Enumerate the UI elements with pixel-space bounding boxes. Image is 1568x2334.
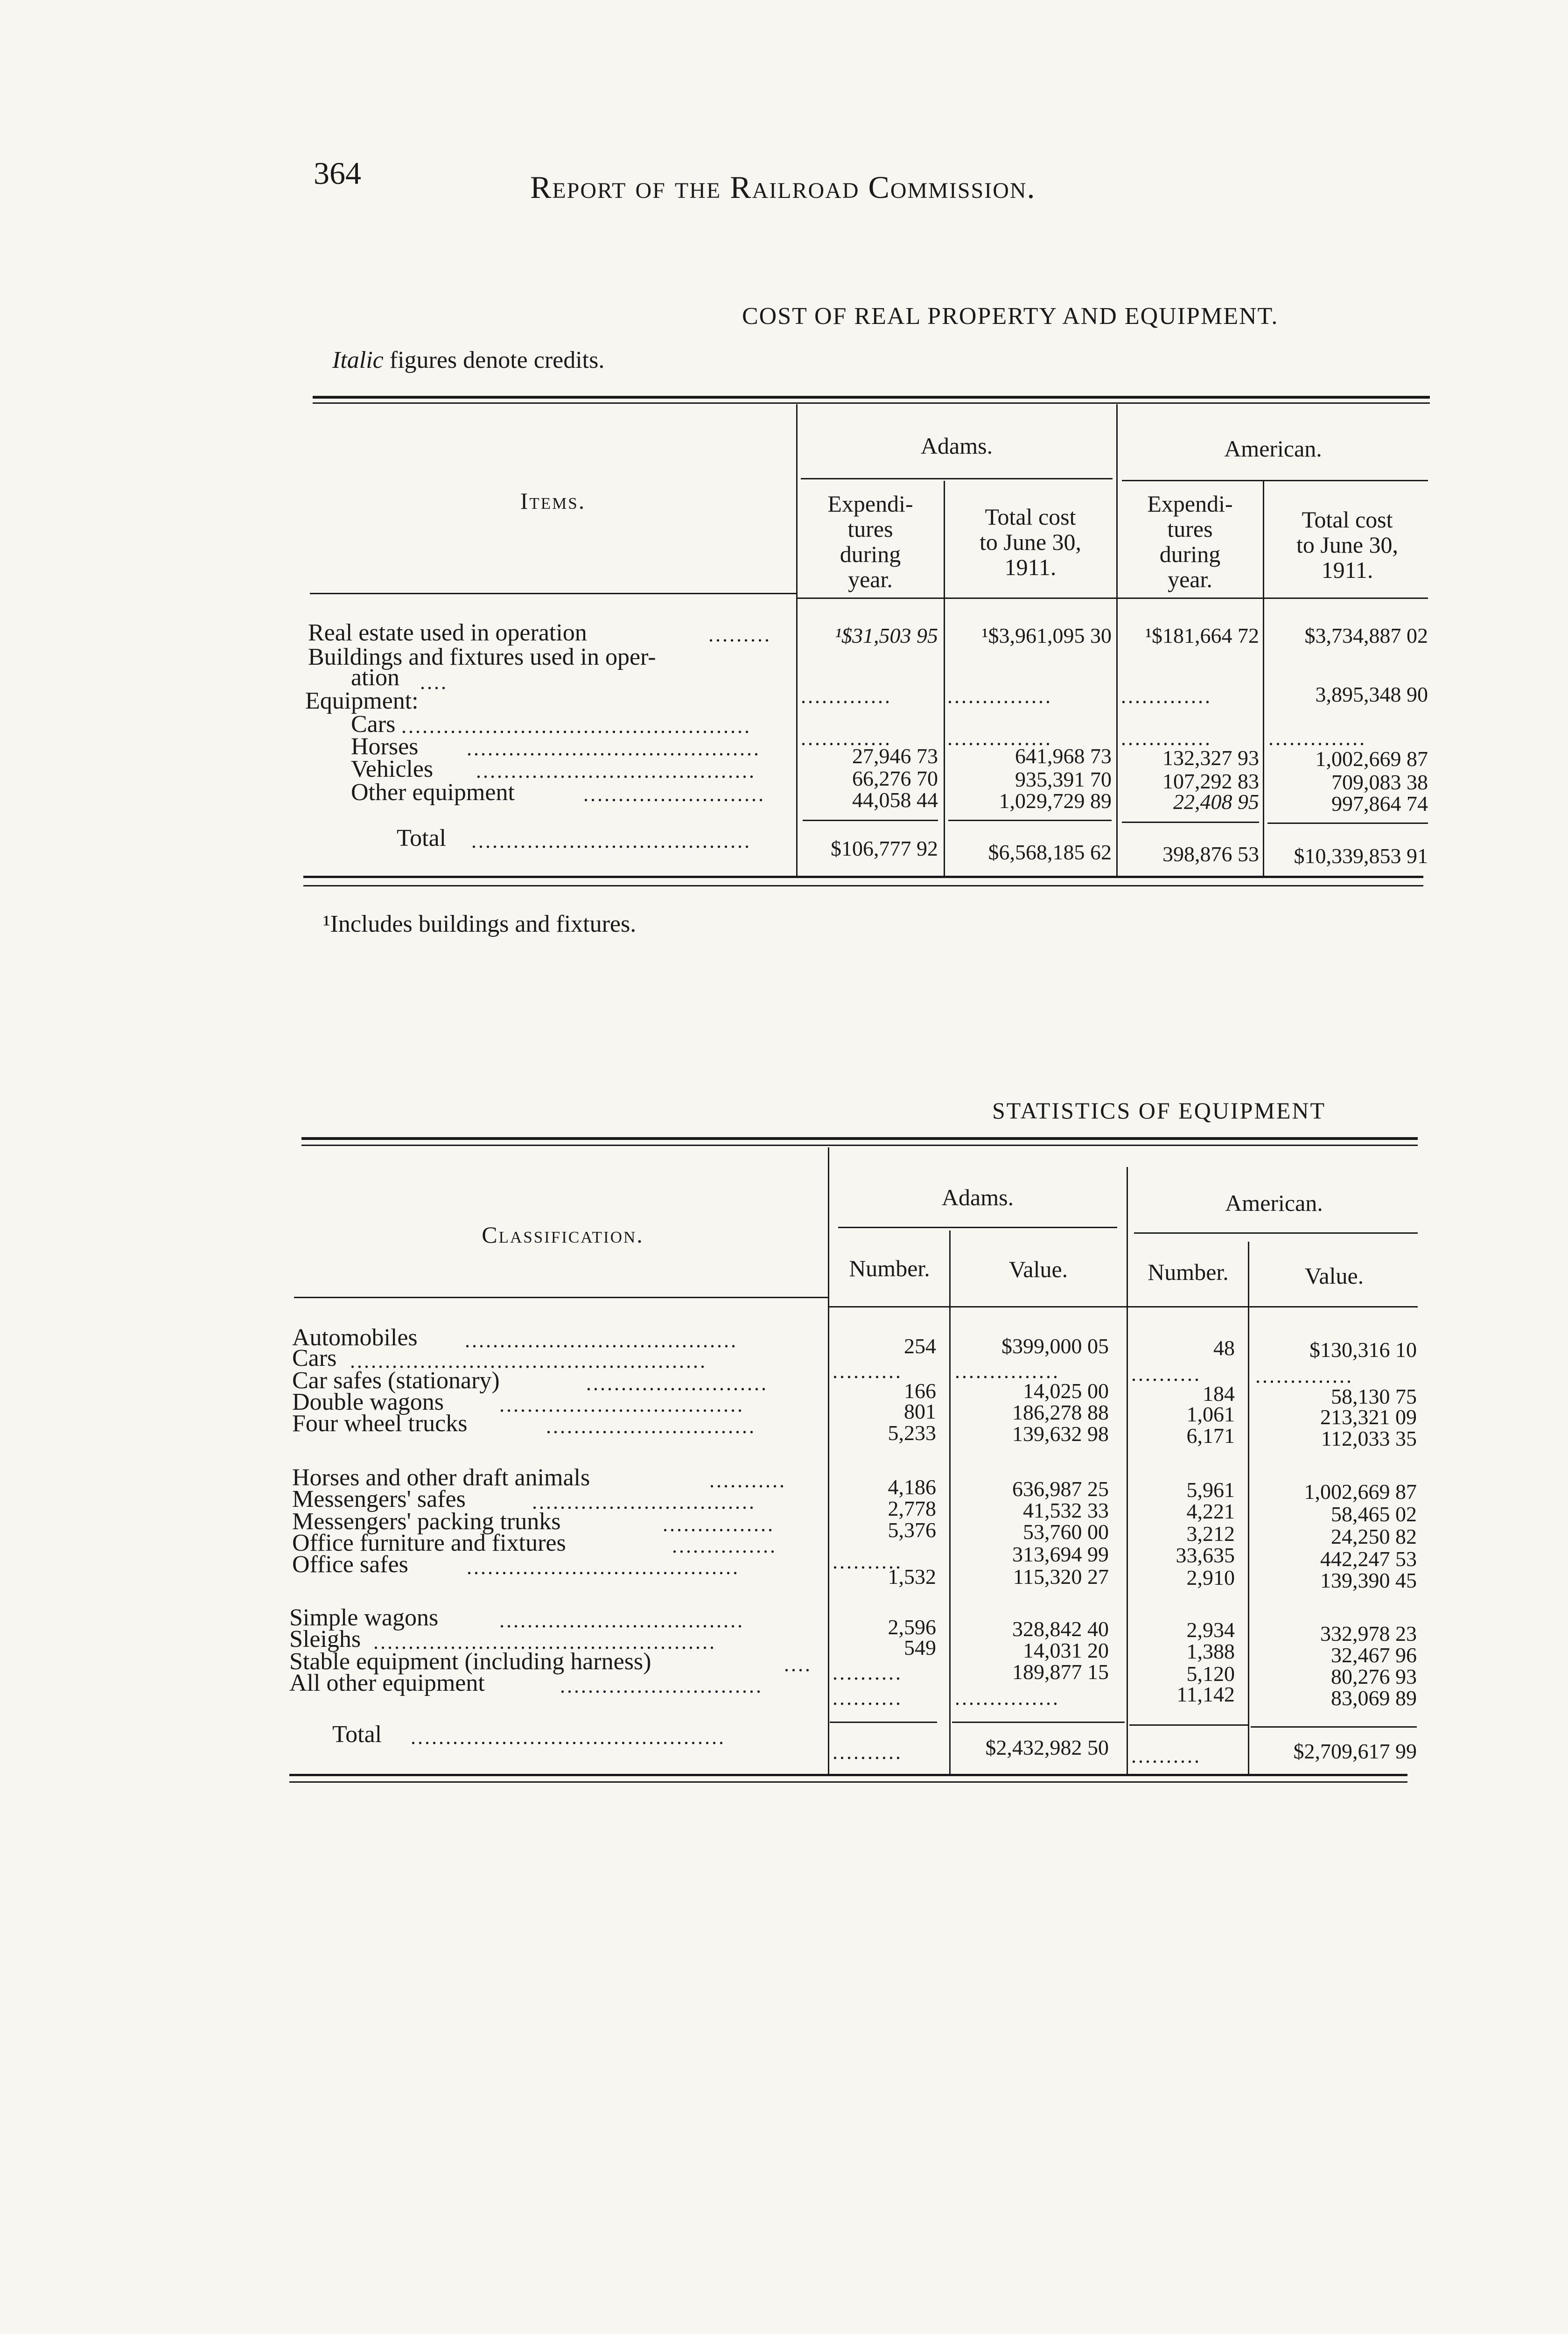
t1-col-adams-total xyxy=(946,504,1114,580)
t1-label-buildings-l1: Buildings and fixtures used in oper- xyxy=(308,644,656,670)
t2-double-wagons-adams-n: 801 xyxy=(904,1399,936,1423)
t2-sleighs-adams-n: 549 xyxy=(904,1636,936,1659)
t1-col-american-exp-l2: tures xyxy=(1167,516,1213,542)
t1-col-american-exp-l1: Expendi- xyxy=(1147,491,1233,517)
t2-all-other-american-n: 11,142 xyxy=(1176,1682,1235,1706)
t2-simple-wagons-american-v: 332,978 23 xyxy=(1320,1622,1417,1645)
table1-vline-3 xyxy=(1116,404,1118,877)
t1-leader: .......................... xyxy=(583,783,765,806)
t2-leader: ............................. xyxy=(560,1674,763,1697)
t1-real-estate-american-exp: ¹$181,664 72 xyxy=(1145,624,1259,647)
table1-vline-2 xyxy=(944,481,945,877)
t2-sleighs-american-n: 1,388 xyxy=(1186,1639,1235,1663)
t1-cars-american-total-dots: .............. xyxy=(1268,727,1366,750)
t1-col-american-total-l3: 1911. xyxy=(1321,557,1373,583)
t1-other-american-exp-val: 22,408 95 xyxy=(1173,790,1259,814)
t2-car-safes-adams-v: 14,025 00 xyxy=(1023,1379,1109,1403)
t2-label-office-safes: Office safes xyxy=(292,1551,408,1578)
t2-label-automobiles: Automobiles xyxy=(292,1324,418,1351)
t1-col-american-total-l1: Total cost xyxy=(1302,506,1393,533)
t2-office-safes-adams-v: 115,320 27 xyxy=(1013,1565,1109,1589)
t2-leader: ................................................. xyxy=(373,1631,716,1653)
t2-all-other-adams-v-dots: ............... xyxy=(955,1687,1060,1709)
t2-group-adams: Adams. xyxy=(941,1184,1014,1210)
t1-col-american-exp-l4: year. xyxy=(1168,566,1212,592)
t1-leader: ........................................ xyxy=(476,759,756,782)
t1-horses-adams-exp: 27,946 73 xyxy=(852,744,938,768)
page-number: 364 xyxy=(314,155,361,191)
t2-leader: ....................................... xyxy=(467,1556,740,1579)
t2-label-double-wagons: Double wagons xyxy=(292,1389,444,1415)
t1-other-adams-total: 1,029,729 89 xyxy=(999,789,1112,813)
t2-leader: ........... xyxy=(709,1469,786,1492)
t2-stable-american-n: 5,120 xyxy=(1186,1662,1235,1686)
t2-double-wagons-american-n: 1,061 xyxy=(1186,1402,1235,1426)
t2-double-wagons-american-v: 213,321 09 xyxy=(1320,1405,1417,1429)
t1-col-adams-exp-l1: Expendi- xyxy=(827,491,913,517)
t1-buildings-adams-exp-dots: ............. xyxy=(801,685,892,708)
t2-header-bottom-rule-2 xyxy=(829,1306,1418,1308)
t2-total-rule-adams-n xyxy=(830,1722,937,1723)
t2-top-rule xyxy=(301,1137,1418,1140)
t1-label-vehicles: Vehicles xyxy=(351,756,434,782)
t1-leader: .... xyxy=(420,671,448,694)
t2-col-american-number: Number. xyxy=(1148,1259,1229,1285)
t2-cars-adams-n-dots: .......... xyxy=(833,1360,903,1383)
t1-other-american-total: 997,864 74 xyxy=(1331,792,1428,815)
t1-col-adams-total-l2: to June 30, xyxy=(979,529,1082,555)
t1-buildings-american-exp-dots: ............. xyxy=(1121,685,1212,708)
t1-vehicles-adams-exp: 66,276 70 xyxy=(852,766,938,790)
t2-leader: ................................................... xyxy=(350,1350,707,1372)
t2-four-wheel-trucks-american-n: 6,171 xyxy=(1186,1424,1235,1448)
t1-buildings-american-total: 3,895,348 90 xyxy=(1315,682,1428,706)
t1-total-rule-adams-total xyxy=(948,820,1112,821)
t2-label-car-safes: Car safes (stationary) xyxy=(292,1367,500,1394)
t2-automobiles-american-v: $130,316 10 xyxy=(1309,1338,1417,1362)
t2-sleighs-adams-v: 14,031 20 xyxy=(1023,1638,1109,1662)
t1-bottom-rule xyxy=(303,876,1423,878)
t2-messengers-safes-american-n: 4,221 xyxy=(1186,1499,1235,1523)
t1-horses-american-total: 1,002,669 87 xyxy=(1315,747,1428,771)
t2-total-rule-american-v xyxy=(1251,1726,1417,1728)
t2-stable-adams-v: 189,877 15 xyxy=(1012,1660,1109,1684)
t1-vehicles-adams-total: 935,391 70 xyxy=(1015,767,1112,791)
t2-col-adams-number: Number. xyxy=(849,1255,930,1281)
t1-header-bottom-rule-2 xyxy=(797,598,1428,599)
t2-bottom-rule xyxy=(289,1774,1407,1776)
t2-total-adams-v: $2,432,982 50 xyxy=(985,1736,1109,1759)
t1-col-adams-exp-l2: tures xyxy=(847,516,893,542)
t1-leader: .......................................... xyxy=(467,737,761,760)
t1-total-rule-american-exp xyxy=(1122,822,1259,823)
t2-total-american-n-dots: .......... xyxy=(1131,1744,1201,1767)
t2-leader: ................ xyxy=(663,1513,775,1536)
t2-label-four-wheel-trucks: Four wheel trucks xyxy=(292,1410,468,1437)
t1-items-header: Items. xyxy=(520,488,586,514)
t2-vline-3 xyxy=(1127,1167,1128,1775)
t2-automobiles-american-n: 48 xyxy=(1213,1336,1235,1360)
t1-total-rule-american-total xyxy=(1267,823,1428,824)
t1-col-adams-exp-l3: during xyxy=(840,541,901,567)
t2-four-wheel-trucks-adams-v: 139,632 98 xyxy=(1012,1422,1109,1446)
t2-messengers-safes-adams-n: 2,778 xyxy=(888,1497,936,1520)
t2-group-rule-adams xyxy=(838,1227,1117,1228)
t1-label-cars: Cars xyxy=(351,711,396,738)
t2-label-simple-wagons: Simple wagons xyxy=(289,1604,439,1631)
t1-total-american-total: $10,339,853 91 xyxy=(1294,844,1428,868)
t2-leader: ................................... xyxy=(499,1393,744,1416)
t1-real-estate-adams-exp-val: ¹$31,503 95 xyxy=(835,624,938,647)
t2-label-messengers-safes: Messengers' safes xyxy=(292,1486,466,1512)
t2-leader: .......................... xyxy=(586,1372,768,1395)
t2-leader: ....................................... xyxy=(465,1329,738,1352)
t2-vline-2 xyxy=(949,1230,951,1775)
t2-col-adams-value: Value. xyxy=(1008,1256,1068,1282)
t2-automobiles-adams-v: $399,000 05 xyxy=(1001,1334,1109,1358)
italic-note xyxy=(332,346,604,374)
t1-group-adams: Adams. xyxy=(920,433,993,459)
t1-label-buildings-l2: ation xyxy=(351,664,399,691)
t1-total-american-exp: 398,876 53 xyxy=(1162,842,1259,866)
t2-horses-american-v: 1,002,669 87 xyxy=(1304,1480,1417,1504)
t1-horses-adams-total: 641,968 73 xyxy=(1015,744,1112,768)
italic-word: Italic xyxy=(332,347,384,373)
t2-car-safes-american-n: 184 xyxy=(1203,1382,1235,1406)
table1-title: COST OF REAL PROPERTY AND EQUIPMENT. xyxy=(742,303,1279,330)
t2-office-furniture-american-v: 442,247 53 xyxy=(1320,1547,1417,1571)
t2-top-rule-2 xyxy=(301,1145,1418,1146)
t2-simple-wagons-adams-n: 2,596 xyxy=(888,1615,936,1639)
t2-leader: ............... xyxy=(672,1534,777,1557)
t2-vline-4 xyxy=(1248,1242,1249,1775)
t1-buildings-adams-total-dots: ............... xyxy=(947,685,1052,708)
t2-group-rule-american xyxy=(1134,1232,1418,1234)
t1-total-rule-adams-exp xyxy=(803,820,938,821)
t1-other-adams-exp: 44,058 44 xyxy=(852,788,938,812)
t1-label-real-estate: Real estate used in operation xyxy=(308,619,587,646)
t2-leader: ................................... xyxy=(499,1609,744,1632)
t2-office-furniture-adams-v: 313,694 99 xyxy=(1012,1542,1109,1566)
t2-col-american-value: Value. xyxy=(1304,1263,1364,1289)
t2-messengers-safes-adams-v: 41,532 33 xyxy=(1023,1498,1109,1522)
t1-cars-adams-total-dots: ............... xyxy=(947,727,1052,750)
italic-note-rest: figures denote credits. xyxy=(383,347,605,373)
t2-packing-trunks-adams-v: 53,760 00 xyxy=(1023,1520,1109,1544)
t2-label-all-other: All other equipment xyxy=(289,1670,485,1696)
t2-label-office-furniture: Office furniture and fixtures xyxy=(292,1530,566,1556)
t2-leader: .............................. xyxy=(546,1415,756,1438)
t2-office-furniture-american-n: 33,635 xyxy=(1176,1543,1235,1567)
t2-horses-american-n: 5,961 xyxy=(1186,1478,1235,1502)
t1-footnote: ¹Includes buildings and fixtures. xyxy=(323,911,637,937)
t1-header-bottom-rule xyxy=(310,593,797,594)
t2-cars-american-v-dots: .............. xyxy=(1255,1364,1353,1387)
t1-col-american-exp xyxy=(1119,491,1261,592)
t1-real-estate-american-total: $3,734,887 02 xyxy=(1304,624,1428,647)
t1-col-adams-exp xyxy=(799,491,942,592)
t1-col-adams-total-l3: 1911. xyxy=(1004,554,1057,580)
t2-leader: .... xyxy=(784,1653,812,1676)
t2-messengers-safes-american-v: 58,465 02 xyxy=(1331,1502,1417,1526)
t2-stable-adams-n-dots: .......... xyxy=(833,1661,903,1684)
table1-vline-4 xyxy=(1263,481,1264,877)
t2-label-packing-trunks: Messengers' packing trunks xyxy=(292,1508,561,1535)
t2-cars-american-n-dots: .......... xyxy=(1131,1363,1201,1385)
t1-col-american-exp-l3: during xyxy=(1159,541,1221,567)
t2-double-wagons-adams-v: 186,278 88 xyxy=(1012,1400,1109,1424)
t1-cars-adams-exp-dots: ............. xyxy=(801,727,892,750)
table2-title: STATISTICS OF EQUIPMENT xyxy=(992,1097,1326,1124)
t2-label-cars: Cars xyxy=(292,1345,337,1371)
t1-leader: ........................................ xyxy=(471,830,751,852)
t2-cars-adams-v-dots: ............... xyxy=(955,1360,1060,1383)
t2-sleighs-american-v: 32,467 96 xyxy=(1331,1643,1417,1667)
t2-bottom-rule-2 xyxy=(289,1781,1407,1783)
t2-packing-trunks-adams-n: 5,376 xyxy=(888,1518,936,1542)
t2-all-other-adams-n-dots: .......... xyxy=(833,1687,903,1709)
running-head: Report of the Railroad Commission. xyxy=(530,169,1036,205)
t2-simple-wagons-adams-v: 328,842 40 xyxy=(1012,1617,1109,1641)
t2-all-other-american-v: 83,069 89 xyxy=(1331,1686,1417,1710)
t2-label-horses: Horses and other draft animals xyxy=(292,1464,590,1491)
t1-total-adams-total: $6,568,185 62 xyxy=(988,840,1112,864)
t1-bottom-rule-2 xyxy=(303,885,1423,886)
t2-office-safes-american-n: 2,910 xyxy=(1186,1566,1235,1589)
t1-label-horses: Horses xyxy=(351,733,419,760)
t1-leader: .................................................. xyxy=(401,715,751,738)
t2-label-stable-equipment: Stable equipment (including harness) xyxy=(289,1648,651,1675)
t1-vehicles-american-total: 709,083 38 xyxy=(1331,770,1428,794)
t2-office-furniture-adams-n-dots: .......... xyxy=(833,1550,903,1573)
t1-group-rule-american xyxy=(1122,480,1428,481)
t1-col-adams-total-l1: Total cost xyxy=(985,504,1076,530)
t1-total-adams-exp: $106,777 92 xyxy=(831,837,938,860)
t2-packing-trunks-american-v: 24,250 82 xyxy=(1331,1525,1417,1548)
t2-vline-1 xyxy=(828,1147,829,1775)
t1-label-other: Other equipment xyxy=(351,779,515,806)
t2-office-safes-adams-n: 1,532 xyxy=(888,1565,936,1589)
t2-car-safes-adams-n: 166 xyxy=(904,1379,936,1403)
t1-leader: ......... xyxy=(708,623,771,646)
t1-group-rule-adams xyxy=(801,478,1113,479)
t2-four-wheel-trucks-american-v: 112,033 35 xyxy=(1321,1427,1417,1450)
t2-horses-adams-n: 4,186 xyxy=(888,1475,936,1499)
t2-packing-trunks-american-n: 3,212 xyxy=(1186,1522,1235,1546)
t1-label-equipment: Equipment: xyxy=(305,688,419,714)
t1-col-adams-exp-l4: year. xyxy=(848,566,893,592)
t1-label-total: Total xyxy=(397,825,447,851)
t1-horses-american-exp: 132,327 93 xyxy=(1162,746,1259,770)
table1-top-rule-2 xyxy=(313,402,1430,404)
t2-horses-adams-v: 636,987 25 xyxy=(1012,1477,1109,1501)
table1-top-rule xyxy=(313,396,1430,399)
t2-leader: ............................................. xyxy=(411,1726,726,1749)
t2-car-safes-american-v: 58,130 75 xyxy=(1331,1385,1417,1408)
t2-group-american: American. xyxy=(1225,1190,1323,1216)
t1-col-american-total xyxy=(1266,507,1429,583)
t1-cars-american-exp-dots: ............. xyxy=(1121,727,1212,750)
t2-label-sleighs: Sleighs xyxy=(289,1626,361,1652)
t2-total-american-v: $2,709,617 99 xyxy=(1293,1739,1417,1763)
t2-total-rule-adams-v xyxy=(952,1722,1125,1723)
t1-group-american: American. xyxy=(1224,436,1322,462)
t1-col-american-total-l2: to June 30, xyxy=(1296,532,1399,558)
t2-four-wheel-trucks-adams-n: 5,233 xyxy=(888,1421,936,1445)
t1-real-estate-adams-total: ¹$3,961,095 30 xyxy=(981,624,1112,647)
table1-vline-1 xyxy=(796,404,798,877)
t2-total-rule-american-n xyxy=(1129,1724,1248,1726)
t2-office-safes-american-v: 139,390 45 xyxy=(1320,1568,1417,1592)
t2-total-adams-n-dots: .......... xyxy=(833,1741,903,1764)
t2-classification-header: Classification. xyxy=(482,1222,644,1248)
t2-header-bottom-rule xyxy=(294,1297,829,1298)
t2-simple-wagons-american-n: 2,934 xyxy=(1186,1618,1235,1642)
t2-automobiles-adams-n: 254 xyxy=(904,1334,936,1358)
t2-label-total: Total xyxy=(332,1721,382,1748)
t1-other-american-exp xyxy=(1118,790,1259,814)
t2-stable-american-v: 80,276 93 xyxy=(1331,1665,1417,1688)
t2-leader: ................................ xyxy=(532,1490,756,1513)
t1-real-estate-adams-exp xyxy=(799,624,938,648)
t1-vehicles-american-exp: 107,292 83 xyxy=(1162,769,1259,793)
